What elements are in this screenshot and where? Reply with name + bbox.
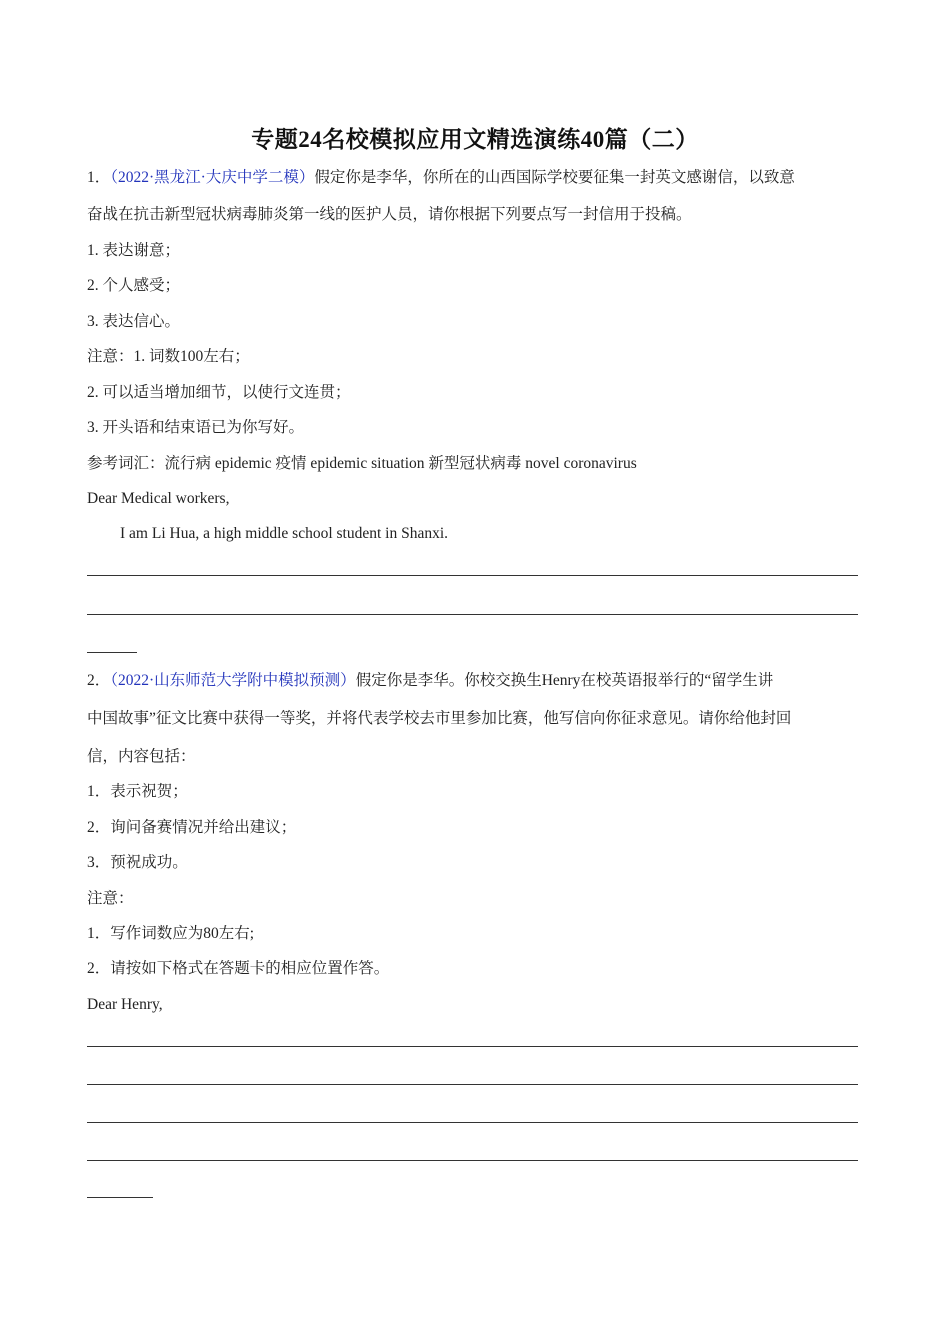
question-2-point-2: 2．询问备赛情况并给出建议； — [87, 819, 297, 836]
question-1-opening: I am Li Hua, a high middle school student in Shanxi. — [120, 525, 449, 542]
answer-line — [87, 1160, 858, 1161]
question-2-text-1: 假定你是李华。你校交换生Henry在校英语报举行的“留学生讲 — [355, 672, 774, 689]
question-1-point-3: 3. 表达信心。 — [87, 313, 181, 330]
question-2-point-1: 1．表示祝贺； — [87, 783, 188, 800]
question-2-line-1 — [87, 671, 859, 691]
answer-line — [87, 614, 858, 615]
answer-line-end — [87, 652, 137, 653]
question-1-source: （2022·黑龙江·大庆中学二模） — [110, 169, 315, 186]
question-2-notes-label: 注意： — [87, 890, 134, 907]
answer-line — [87, 1122, 858, 1123]
question-2-source: （2022·山东师范大学附中模拟预测） — [110, 672, 356, 689]
question-2-note-1: 1．写作词数应为80左右; — [87, 925, 255, 942]
question-1-note-1: 注意：1. 词数100左右； — [87, 348, 250, 365]
question-1-note-2: 2. 可以适当增加细节，以使行文连贯； — [87, 384, 351, 401]
answer-line-end — [87, 1197, 153, 1198]
question-1-point-2: 2. 个人感受； — [87, 277, 181, 294]
question-1-text-1: 假定你是李华，你所在的山西国际学校要征集一封英文感谢信，以致意 — [314, 169, 795, 186]
question-1-salutation: Dear Medical workers, — [87, 490, 230, 507]
question-1-number: 1． — [87, 169, 111, 186]
question-1-text-2: 奋战在抗击新型冠状病毒肺炎第一线的医护人员，请你根据下列要点写一封信用于投稿。 — [87, 206, 692, 223]
question-2-text-3: 信，内容包括： — [87, 748, 196, 765]
question-2-text-2: 中国故事”征文比赛中获得一等奖，并将代表学校去市里参加比赛，他写信向你征求意见。请你给他封回 — [87, 710, 792, 727]
question-1-vocab: 参考词汇：流行病 epidemic 疫情 epidemic situation 新型冠状病毒 novel coronavirus — [87, 455, 637, 472]
page-title: 专题24名校模拟应用文精选演练40篇（二） — [251, 127, 699, 152]
question-1-line-1 — [87, 168, 859, 188]
answer-line — [87, 1046, 858, 1047]
question-2-note-2: 2．请按如下格式在答题卡的相应位置作答。 — [87, 960, 390, 977]
answer-line — [87, 575, 858, 576]
question-2-point-3: 3．预祝成功。 — [87, 854, 188, 871]
question-2-salutation: Dear Henry, — [87, 996, 163, 1013]
answer-line — [87, 1084, 858, 1085]
question-1-note-3: 3. 开头语和结束语已为你写好。 — [87, 419, 305, 436]
question-1-point-1: 1. 表达谢意； — [87, 242, 181, 259]
question-2-number: 2． — [87, 672, 111, 689]
